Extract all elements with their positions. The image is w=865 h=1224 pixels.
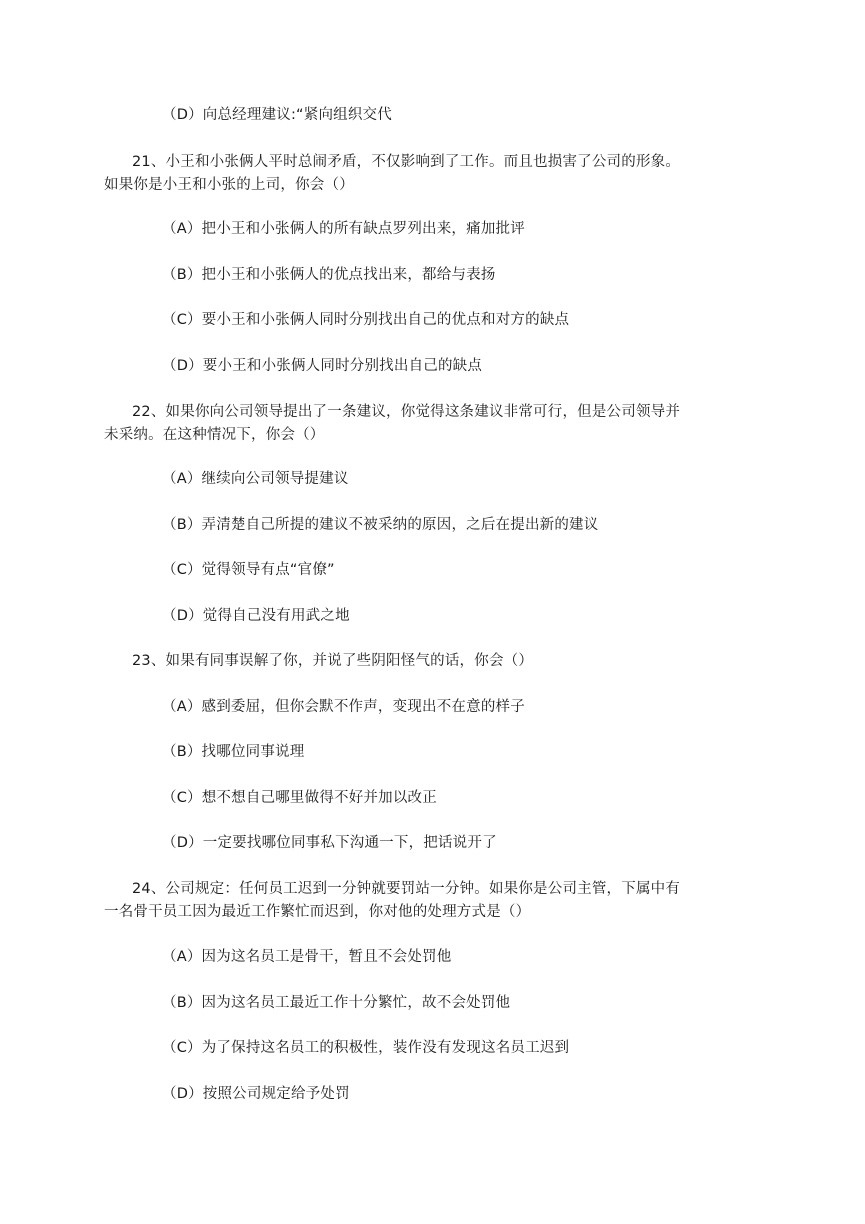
option-d-q20: （D）向总经理建议:“紧向组织交代	[162, 107, 392, 123]
question-23: 23、如果有同事误解了你，并说了些阴阳怪气的话，你会（）	[132, 653, 534, 669]
option-a-q22: （A）继续向公司领导提建议	[162, 471, 349, 487]
question-24-line-2: 一名骨干员工因为最近工作繁忙而迟到，你对他的处理方式是（）	[104, 904, 531, 920]
option-b-q22: （B）弄清楚自己所提的建议不被采纳的原因，之后在提出新的建议	[162, 517, 599, 533]
option-d-q22: （D）觉得自己没有用武之地	[162, 608, 350, 624]
option-c-q24: （C）为了保持这名员工的积极性，装作没有发现这名员工迟到	[162, 1040, 570, 1056]
option-b-q21: （B）把小王和小张俩人的优点找出来，都给与表扬	[162, 267, 496, 283]
option-a-q24: （A）因为这名员工是骨干，暂且不会处罚他	[162, 949, 452, 965]
option-c-q23: （C）想不想自己哪里做得不好并加以改正	[162, 790, 437, 806]
option-d-q23: （D）一定要找哪位同事私下沟通一下，把话说开了	[162, 835, 497, 851]
option-d-q24: （D）按照公司规定给予处罚	[162, 1086, 350, 1102]
question-21-line-2: 如果你是小王和小张的上司，你会（）	[104, 177, 354, 193]
option-a-q23: （A）感到委屈，但你会默不作声，变现出不在意的样子	[162, 699, 525, 715]
option-c-q22: （C）觉得领导有点“官僚”	[162, 562, 335, 578]
question-21-line-1: 21、小王和小张俩人平时总闹矛盾，不仅影响到了工作。而且也损害了公司的形象。	[132, 154, 681, 170]
option-b-q24: （B）因为这名员工最近工作十分繁忙，故不会处罚他	[162, 995, 511, 1011]
question-22-line-2: 未采纳。在这种情况下，你会（）	[104, 427, 325, 443]
question-24-line-1: 24、公司规定：任何员工迟到一分钟就要罚站一分钟。如果你是公司主管，下属中有	[132, 881, 681, 897]
option-a-q21: （A）把小王和小张俩人的所有缺点罗列出来，痛加批评	[162, 221, 525, 237]
option-d-q21: （D）要小王和小张俩人同时分别找出自己的缺点	[162, 358, 483, 374]
option-b-q23: （B）找哪位同事说理	[162, 744, 305, 760]
question-22-line-1: 22、如果你向公司领导提出了一条建议，你觉得这条建议非常可行，但是公司领导并	[132, 404, 681, 420]
option-c-q21: （C）要小王和小张俩人同时分别找出自己的优点和对方的缺点	[162, 312, 570, 328]
